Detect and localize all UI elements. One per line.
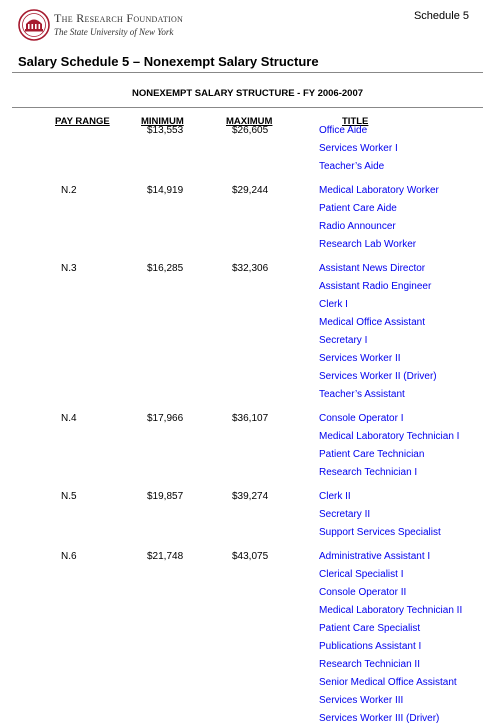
maximum-salary-cell: $32,306	[232, 263, 269, 274]
job-title-link[interactable]: Research Technician I	[319, 467, 418, 478]
page-title: Salary Schedule 5 – Nonexempt Salary Structure	[18, 54, 319, 69]
job-title-link[interactable]: Medical Laboratory Worker	[319, 185, 439, 196]
minimum-salary-cell: $16,285	[147, 263, 184, 274]
table-heading-divider	[12, 107, 483, 108]
job-title-link[interactable]: Services Worker I	[319, 143, 398, 154]
column-header-maximum: MAXIMUM	[226, 116, 273, 127]
logo-organization-name: The Research Foundation	[54, 11, 184, 25]
table-heading: NONEXEMPT SALARY STRUCTURE - FY 2006-2007	[131, 88, 364, 99]
university-seal-icon	[18, 9, 50, 41]
job-title-link[interactable]: Office Aide	[319, 125, 368, 136]
column-header-minimum: MINIMUM	[141, 116, 184, 127]
pay-range-cell: N.3	[61, 263, 77, 274]
job-title-link[interactable]: Services Worker II (Driver)	[319, 371, 437, 382]
pay-range-group	[0, 182, 495, 254]
minimum-salary-cell: $17,966	[147, 413, 184, 424]
title-divider	[12, 72, 483, 73]
salary-table	[0, 116, 495, 728]
pay-range-group	[0, 410, 495, 482]
column-header-pay-range: PAY RANGE	[55, 116, 110, 127]
job-title-link[interactable]: Assistant News Director	[319, 263, 426, 274]
pay-range-group	[0, 488, 495, 542]
maximum-salary-cell: $43,075	[232, 551, 269, 562]
job-title-link[interactable]: Assistant Radio Engineer	[319, 281, 432, 292]
minimum-salary-cell: $21,748	[147, 551, 184, 562]
pay-range-group	[0, 548, 495, 728]
pay-range-cell: N.4	[61, 413, 77, 424]
job-title-link[interactable]: Secretary I	[319, 335, 368, 346]
job-title-link[interactable]: Radio Announcer	[319, 221, 396, 232]
job-title-link[interactable]: Console Operator II	[319, 587, 407, 598]
job-title-link[interactable]: Clerk II	[319, 491, 351, 502]
job-title-link[interactable]: Publications Assistant I	[319, 641, 422, 652]
minimum-salary-cell: $19,857	[147, 491, 184, 502]
maximum-salary-cell: $29,244	[232, 185, 269, 196]
job-title-link[interactable]: Senior Medical Office Assistant	[319, 677, 457, 688]
job-title-link[interactable]: Medical Laboratory Technician II	[319, 605, 463, 616]
job-title-link[interactable]: Patient Care Aide	[319, 203, 397, 214]
maximum-salary-cell: $39,274	[232, 491, 269, 502]
job-title-link[interactable]: Research Technician II	[319, 659, 420, 670]
logo-university-name: The State University of New York	[54, 27, 174, 37]
column-header-title: TITLE	[342, 116, 369, 127]
pay-range-cell: N.6	[61, 551, 77, 562]
job-title-link[interactable]: Research Lab Worker	[319, 239, 417, 250]
maximum-salary-cell: $36,107	[232, 413, 269, 424]
schedule-label: Schedule 5	[413, 10, 469, 22]
pay-range-group	[0, 260, 495, 404]
job-title-link[interactable]: Clerical Specialist I	[319, 569, 404, 580]
job-title-link[interactable]: Support Services Specialist	[319, 527, 441, 538]
job-title-link[interactable]: Teacher’s Assistant	[319, 389, 405, 400]
job-title-link[interactable]: Console Operator I	[319, 413, 404, 424]
job-title-link[interactable]: Patient Care Technician	[319, 449, 425, 460]
pay-range-group	[0, 122, 495, 176]
pay-range-cell: N.2	[61, 185, 77, 196]
job-title-link[interactable]: Administrative Assistant I	[319, 551, 431, 562]
job-title-link[interactable]: Medical Laboratory Technician I	[319, 431, 460, 442]
job-title-link[interactable]: Services Worker II	[319, 353, 401, 364]
pay-range-cell: N.5	[61, 491, 77, 502]
job-title-link[interactable]: Clerk I	[319, 299, 348, 310]
job-title-link[interactable]: Medical Office Assistant	[319, 317, 425, 328]
job-title-link[interactable]: Services Worker III (Driver)	[319, 713, 440, 724]
job-title-link[interactable]: Patient Care Specialist	[319, 623, 421, 634]
minimum-salary-cell: $14,919	[147, 185, 184, 196]
job-title-link[interactable]: Teacher’s Aide	[319, 161, 385, 172]
job-title-link[interactable]: Secretary II	[319, 509, 371, 520]
job-title-link[interactable]: Services Worker III	[319, 695, 404, 706]
minimum-salary-cell: $13,553	[147, 125, 184, 136]
research-foundation-logo	[18, 8, 183, 42]
maximum-salary-cell: $26,605	[232, 125, 269, 136]
